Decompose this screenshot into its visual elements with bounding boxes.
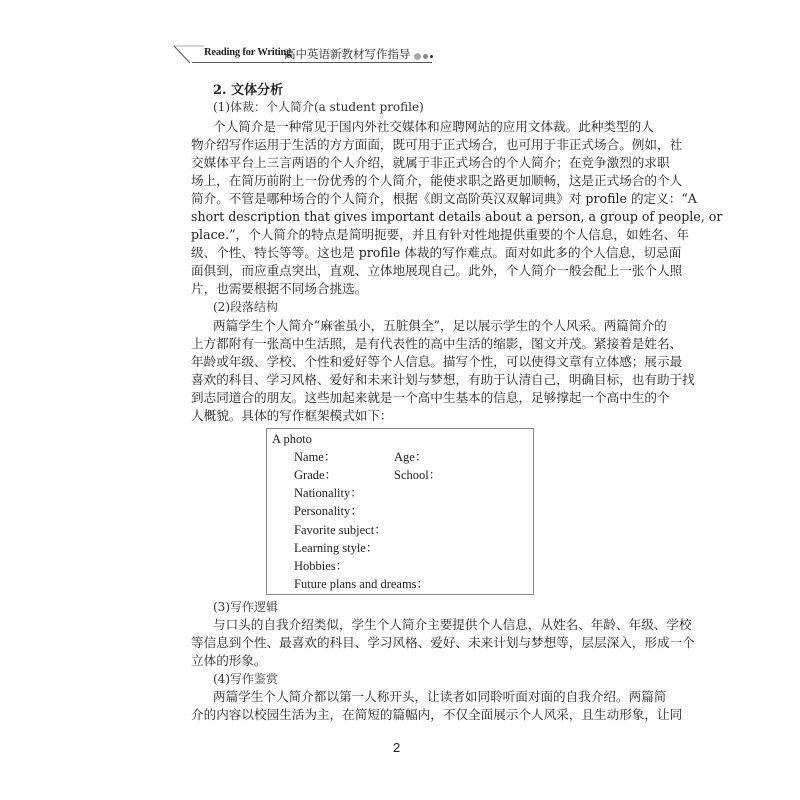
section-title: 2. 文体分析: [213, 83, 284, 98]
text-line: 片，也需要根据不同场合挑选。: [191, 281, 368, 296]
header-english-title: Reading for Writing: [204, 47, 292, 58]
framework-field: Nationality：: [294, 486, 363, 500]
subheading-logic: (3)写作逻辑: [213, 600, 278, 614]
running-header: [174, 44, 474, 68]
header-chinese-title: [284, 46, 435, 62]
subheading-structure: (2)段落结构: [213, 300, 278, 314]
page-number: 2: [393, 740, 401, 755]
header-rule: [192, 62, 432, 63]
text-line: 物介绍写作运用于生活的方方面面，既可用于正式场合，也可用于非正式场合。例如，社: [191, 137, 683, 152]
text-line: 上方都附有一张高中生活照，是有代表性的高中生活的缩影，图文并茂。紧接着是姓名、: [191, 336, 683, 351]
framework-field: Future plans and dreams：: [294, 577, 430, 591]
framework-field: Hobbies：: [294, 559, 349, 573]
framework-photo: A photo: [272, 432, 312, 446]
framework-field: Personality：: [294, 504, 363, 518]
text-line: 人概貌。具体的写作框架模式如下：: [191, 408, 393, 423]
text-line: 两篇学生个人简介都以第一人称开头，让读者如同聆听面对面的自我介绍。两篇简: [213, 689, 667, 704]
text-line: 两篇学生个人简介“麻雀虽小，五脏俱全”，足以展示学生的个人风采。两篇简介的: [213, 318, 667, 333]
text-line: 与口头的自我介绍类似，学生个人简介主要提供个人信息，从姓名、年龄、年级、学校: [213, 617, 692, 632]
text-line: 介的内容以校园生活为主，在简短的篇幅内，不仅全面展示个人风采，且生动形象，让同: [191, 707, 683, 722]
text-line: 面俱到，而应重点突出，直观、立体地展现自己。此外，个人简介一般会配上一张个人照: [191, 263, 683, 278]
text-line: 场上，在简历前附上一份优秀的个人简介，能使求职之路更加顺畅，这是正式场合的个人: [191, 173, 683, 188]
text-line: 简介。不管是哪种场合的个人简介，根据《朗文高阶英汉双解词典》对 profile 的定义：“A: [191, 191, 697, 206]
subheading-appreciation: (4)写作鉴赏: [213, 672, 278, 686]
subheading-genre: (1)体裁：个人简介(a student profile): [213, 100, 424, 114]
header-chinese-text: 高中英语新教材写作指导: [284, 47, 411, 61]
text-line: place.”，个人简介的特点是简明扼要，并且有针对性地提供重要的个人信息，如姓名、年: [191, 227, 689, 242]
text-line: 级、个性、特长等等。这也是 profile 体裁的写作难点。面对如此多的个人信息，切忌面: [191, 245, 682, 260]
framework-box: [266, 428, 534, 595]
framework-field: Favorite subject：: [294, 523, 387, 537]
header-slant-decoration: [174, 44, 204, 68]
text-line: 喜欢的科目、学习风格、爱好和未来计划与梦想，有助于认清自己，明确目标，也有助于找: [191, 372, 695, 387]
text-line: 年龄或年级、学校、个性和爱好等个人信息。描写个性，可以使得文章有立体感；展示最: [191, 354, 683, 369]
text-line: 交媒体平台上三言两语的个人介绍，就属于非正式场合的个人简介；在竞争激烈的求职: [191, 155, 670, 170]
framework-grade: Grade：: [294, 468, 338, 482]
framework-school: School：: [394, 468, 442, 482]
framework-name: Name：: [294, 450, 337, 464]
text-line: short description that gives important details about a person, a group of people, or: [191, 209, 723, 224]
text-line: 个人简介是一种常见于国内外社交媒体和应聘网站的应用文体裁。此种类型的人: [213, 119, 654, 134]
framework-field: Learning style：: [294, 541, 379, 555]
text-line: 等信息到个性、最喜欢的科目、学习风格、爱好、未来计划与梦想等，层层深入，形成一个: [191, 635, 695, 650]
text-line: 到志同道合的朋友。这些加起来就是一个高中生基本的信息，足够撑起一个高中生的个: [191, 390, 670, 405]
text-line: 立体的形象。: [191, 653, 267, 668]
framework-age: Age：: [394, 450, 428, 464]
header-dots-icon: [414, 48, 435, 62]
